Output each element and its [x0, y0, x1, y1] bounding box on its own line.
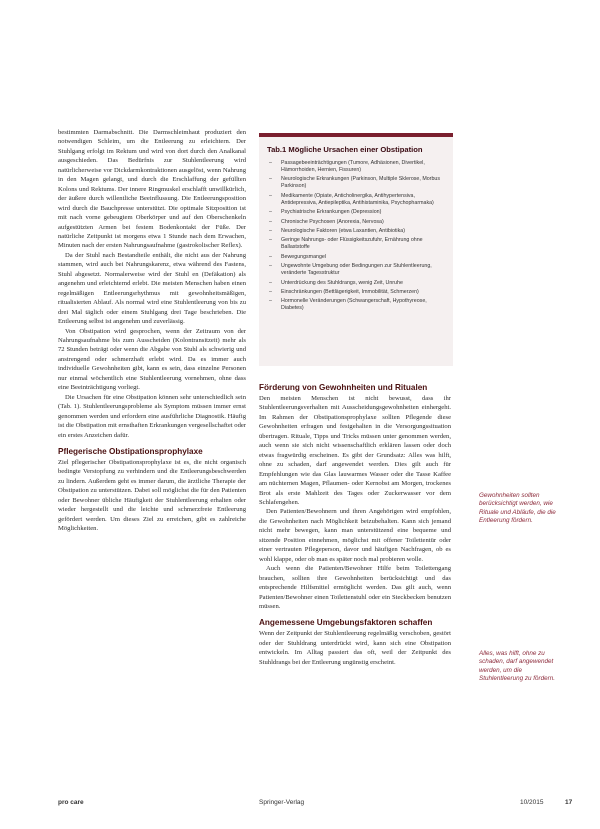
- dash-bullet: –: [269, 218, 272, 225]
- table-title: Tab.1 Mögliche Ursachen einer Obstipation: [267, 145, 423, 154]
- paragraph: bestimmten Darmabschnitt. Die Darmschleimhaut produziert den notwendigen Schleim, um die Entleerung zu erleichtern. Der Stuhlgang erfolgt im Rektum und wird von dort durch den Analkanal ausgeschieden. Das Bedürfnis zur Stuhlentleerung wird natürlicherweise vor Dickdarmkontraktionen ausgelöst, wenn Nahrung in den Magen gelangt, und durch die Erschlaffung der gefüllten Kolons und Rektums. Der innere Ringmuskel erschlafft unwillkürlich, der äußere durch willentliche Beeinflussung. Die Entleerungsposition wird durch die Bauchpresse unterstützt. Die optimale Sitzposition ist mit nach vorne gebeugtem Oberkörper und auf den Oberschenkeln aufgestützten Armen bei festem Bodenkontakt der Füße. Der natürliche Zeitpunkt ist morgens etwa 1 Stunde nach dem Erwachen, Minuten nach der ersten Nahrungsaufnahme (gastrokolischer Reflex).: [58, 129, 246, 250]
- table-item-text: Hormonelle Veränderungen (Schwangerschaft, Hypothyreose, Diabetes): [281, 298, 427, 312]
- table-list-item: [267, 237, 445, 251]
- footer-issue: 10/2015: [520, 799, 544, 806]
- paragraph: Auch wenn die Patienten/Bewohner Hilfe beim Toilettengang brauchen, sollten ihre Gewohnheiten berücksichtigt und das entsprechende Hilfsmittel ermöglicht werden. Das gilt auch, wenn Patienten/Bewohner einen Toilettenstuhl oder ein Steckbecken benutzen müssen.: [259, 565, 451, 610]
- dash-bullet: –: [269, 160, 272, 166]
- table-item-text: Passagebeeinträchtigungen (Tumore, Adhäsionen, Divertikel, Hämorrhoiden, Hernien, Fissuren): [281, 160, 425, 173]
- table-list-item: [267, 160, 445, 174]
- page-number: 17: [565, 799, 573, 806]
- footer-publisher: Springer-Verlag: [259, 799, 305, 806]
- table-list-item: [267, 263, 445, 277]
- paragraph: Die Ursachen für eine Obstipation können sehr unterschiedlich sein (Tab. 1). Stuhlentleerungsprobleme als Symptom müssen immer ernst genommen werden und erfordern eine ausführliche Diagnostik. Häufig ist die Obstipation mit ernsthaften Erkrankungen vergesellschaftet oder ein erstes Anzeichen dafür.: [58, 393, 246, 439]
- table-item-text: Einschränkungen (Bettlägerigkeit, Immobilität, Schmerzen): [281, 288, 419, 295]
- dash-bullet: –: [269, 227, 272, 234]
- table-list-item: [267, 280, 445, 287]
- dash-bullet: –: [269, 192, 272, 199]
- section-heading-environment: Angemessene Umgebungsfaktoren schaffen: [259, 618, 433, 628]
- table-list-item: [267, 193, 445, 207]
- dash-bullet: –: [269, 209, 272, 216]
- paragraph: Ziel pflegerischer Obstipationsprophylaxe ist es, die nicht organisch bedingte Verstopfung zu verhindern und die Entleerungsbeschwerden zu lindern. Außerdem geht es immer darum, die ärztliche Therapie der Obstipation zu unterstützen. Dabei soll möglichst die für den Patienten oder Bewohner übliche Häufigkeit der Stuhlentleerung erhalten oder wieder hergestellt und die leichte und schmerzfreie Entleerung gefördert werden. Um dieses Ziel zu erreichen, gibt es zahlreiche Möglichkeiten.: [58, 458, 246, 533]
- table-list-item: [267, 289, 445, 296]
- body-column-left: [58, 128, 246, 534]
- paragraph: Wenn der Zeitpunkt der Stuhlentleerung regelmäßig verschoben, gestört oder der Stuhldrang unterdrückt wird, kann sich eine Obstipation entwickeln. Im Alltag passiert das oft, weil der Zeitpunkt des Stuhldrangs bei der Entleerung ungünstig erscheint.: [259, 630, 451, 666]
- table-list-item: [267, 209, 445, 216]
- table-item-text: Neurologische Erkrankungen (Parkinson, Multiple Sklerose, Morbus Parkinson): [281, 176, 440, 190]
- table-list-item: [267, 176, 445, 190]
- table-item-text: Ungewohnte Umgebung oder Bedingungen zur Stuhlentleerung, veränderte Tagesstruktur: [281, 263, 432, 277]
- table-list-item: [267, 298, 445, 312]
- dash-bullet: –: [269, 176, 272, 183]
- dash-bullet: –: [269, 279, 272, 286]
- body-column-right: [259, 382, 451, 667]
- dash-bullet: –: [269, 263, 272, 270]
- paragraph: Den Patienten/Bewohnern und ihren Angehörigen wird empfohlen, die Gewohnheiten nach Möglichkeit beizubehalten. Kann sich jemand nicht mehr bewegen, kann man unterstützend eine bequeme und sitzende Position einnehmen, möglichst mit offener Toilettentür oder einer vertrauten Pflegeperson, davor und häufigen Nachfragen, ob es wohl klappe, oder ob man es später noch mal probieren wolle.: [259, 508, 451, 563]
- paragraph: Da der Stuhl nach Bestandteile enthält, die nicht aus der Nahrung stammen, wird auch bei Nahrungskarenz, etwa während des Fastens, Stuhl abgesetzt. Normalerweise wird der Stuhl en (Defäkation) als angenehm und erleichternd erlebt. Die meisten Menschen haben einen regelmäßigen Entleerungsrhythmus mit gewohnheitsmäßigen, ritualisierten Ablauf. Als normal wird eine Stuhlentleerung von bis zu drei Mal täglich oder einem Stuhlgang drei Tage beschrieben. Die Entleerung selbst ist angenehm und zuverlässig.: [58, 251, 246, 326]
- table-item-text: Bewegungsmangel: [281, 253, 327, 260]
- dash-bullet: –: [269, 288, 272, 295]
- table-item-text: Neurologische Faktoren (etwa Laxantien, Antibiotika): [281, 227, 405, 234]
- table-item-text: Medikamente (Opiate, Anticholinergika, Antihypertensiva, Antidepressiva, Antiepileptika, Antihistaminika, Psychopharmaka): [281, 192, 434, 206]
- table-item-text: Unterdrückung des Stuhldrangs, wenig Zeit, Unruhe: [281, 279, 403, 286]
- table-list-item: [267, 228, 445, 235]
- footer-journal: pro care: [58, 799, 84, 806]
- table-list-item: [267, 219, 445, 226]
- dash-bullet: –: [269, 237, 272, 244]
- section-heading-rituals: Förderung von Gewohnheiten und Ritualen: [259, 383, 428, 392]
- dash-bullet: –: [269, 298, 272, 305]
- margin-note: Alles, was hilft, ohne zu schaden, darf angewendet werden, um die Stuhlentleerung zu fördern.: [479, 650, 555, 683]
- section-heading-prophylaxis: Pflegerische Obstipationsprophylaxe: [58, 446, 203, 456]
- table-list-item: [267, 254, 445, 261]
- table-item-text: Psychiatrische Erkrankungen (Depression): [281, 209, 382, 216]
- table-item-text: Chronische Psychosen (Anorexia, Nervosa): [281, 218, 384, 225]
- causes-table: [259, 133, 453, 366]
- paragraph: Den meisten Menschen ist nicht bewusst, dass ihr Stuhlentleerungsverhalten mit Ausscheidungsgewohnheiten einhergeht. Im Rahmen der Obstipationsprophylaxe sollten Pflegende diese Gewohnheiten erfragen und festgehalten in die Versorgungssituation übertragen. Rituale, Tipps und Tricks müssen unter genommen werden, auch wenn sie sich nicht wissenschaftlich erklären lassen oder doch etwas fragwürdig erscheinen. Es gibt der Grundsatz: Alles was hilft, ohne zu schaden, darf angewendet werden. Dies gilt auch für Empfehlungen wie das Glas lauwarmes Wasser oder die Tasse Kaffee am nüchternen Magen, Pflaumen- oder Kernobst am Morgen, trockenes Brot als erste Mahlzeit des Tages oder Zuckerwasser vor dem Schlafengehen.: [259, 395, 451, 506]
- table-item-text: Geringe Nahrungs- oder Flüssigkeitszufuhr, Ernährung ohne Ballaststoffe: [281, 237, 423, 251]
- dash-bullet: –: [269, 253, 272, 260]
- margin-note: Gewohnheiten sollten berücksichtigt werden, wie Rituale und Abläufe, die die Entleerung fördern.: [479, 492, 556, 525]
- paragraph: Von Obstipation wird gesprochen, wenn der Zeitraum von der Nahrungsaufnahme bis zum Ausscheiden (Kolontransitzeit) mehr als 72 Stunden beträgt oder wenn die Abgabe von Stuhl als schwierig und anstrengend oder schmerzhaft erlebt wird. Da es immer auch individuelle Gewohnheiten gibt, kann es sein, dass einzelne Personen nur einmal wöchentlich eine Stuhlentleerung vornehmen, ohne dass eine Beeinträchtigung vorliegt.: [58, 327, 246, 392]
